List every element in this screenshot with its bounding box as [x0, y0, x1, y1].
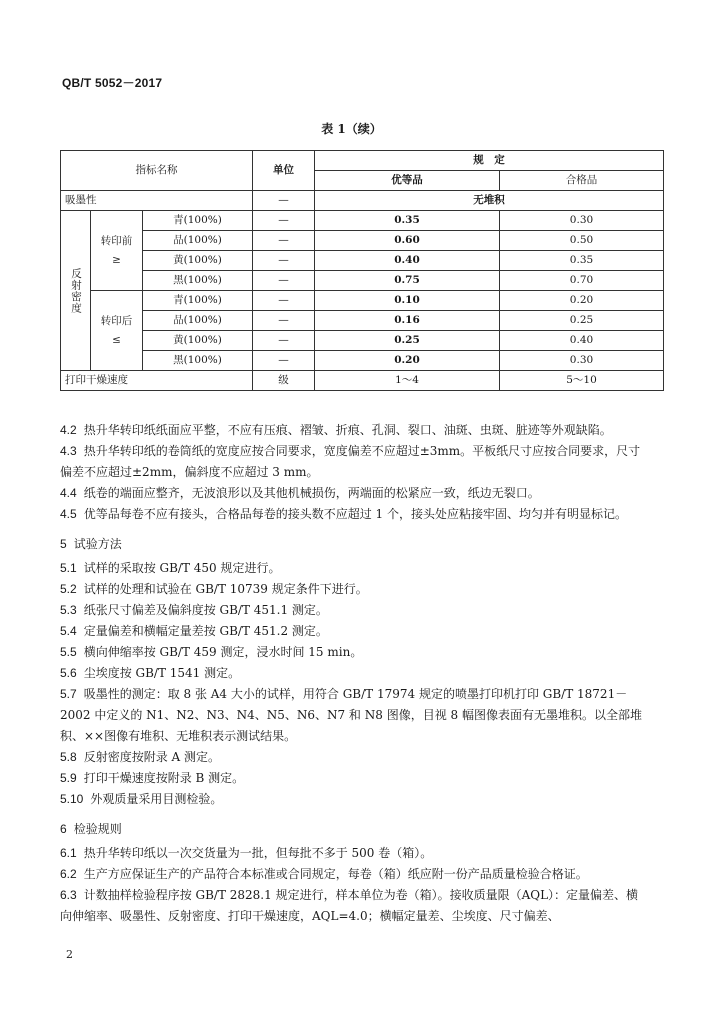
clause-number: 5.2 — [60, 582, 77, 596]
row-name: 吸墨性 — [61, 191, 253, 211]
row-qualified: 0.35 — [500, 251, 664, 271]
row-qualified: 0.50 — [500, 231, 664, 251]
row-unit: — — [253, 331, 315, 351]
section-5-heading — [60, 534, 650, 555]
row-unit: — — [253, 231, 315, 251]
row-unit: — — [253, 271, 315, 291]
row-superior: 0.16 — [315, 311, 500, 331]
clause-5-4 — [60, 621, 650, 642]
row-name: 打印干燥速度 — [61, 371, 253, 391]
table-row — [61, 371, 664, 391]
clause-text: 优等品每卷不应有接头，合格品每卷的接头数不应超过 1 个，接头处应粘接牢固、均匀并有明显标记。 — [83, 507, 627, 521]
row-superior: 0.60 — [315, 231, 500, 251]
row-color: 青(100%) — [143, 211, 253, 231]
section-title: 检验规则 — [73, 822, 122, 836]
clause-number: 6.1 — [60, 846, 77, 860]
row-superior: 0.40 — [315, 251, 500, 271]
row-unit: — — [253, 211, 315, 231]
clause-5-7 — [60, 684, 650, 747]
section-number: 6 — [60, 822, 67, 836]
row-unit: — — [253, 191, 315, 211]
table-row — [61, 311, 664, 331]
spec-table — [60, 150, 664, 391]
clause-text: 打印干燥速度按附录 B 测定。 — [83, 771, 245, 785]
row-color: 黄(100%) — [143, 251, 253, 271]
clause-text: 反射密度按附录 A 测定。 — [83, 750, 220, 764]
row-unit: — — [253, 251, 315, 271]
row-color: 品(100%) — [143, 231, 253, 251]
row-qualified: 0.70 — [500, 271, 664, 291]
header-superior: 优等品 — [315, 171, 500, 191]
clause-number: 6.2 — [60, 867, 77, 881]
clause-number: 5.1 — [60, 561, 77, 575]
clause-text: 生产方应保证生产的产品符合本标准或合同规定，每卷（箱）纸应附一份产品质量检验合格证。 — [83, 867, 588, 881]
clause-number: 5.5 — [60, 645, 77, 659]
table-row — [61, 271, 664, 291]
clause-5-1 — [60, 558, 650, 579]
clause-text: 热升华转印纸的卷筒纸的宽度应按合同要求，宽度偏差不应超过±3mm。平板纸尺寸应按合同要求，尺寸偏差不应超过±2mm，偏斜度不应超过 3 mm。 — [60, 444, 641, 479]
clause-number: 4.2 — [60, 423, 77, 437]
table-row — [61, 331, 664, 351]
row-unit: 级 — [253, 371, 315, 391]
clause-text: 外观质量采用目测检验。 — [90, 792, 223, 806]
document-code: QB/T 5052－2017 — [62, 76, 163, 90]
clause-4-5 — [60, 504, 650, 525]
clause-text: 热升华转印纸以一次交货量为一批，但每批不多于 500 卷（箱）。 — [83, 846, 433, 860]
clause-text: 纸张尺寸偏差及偏斜度按 GB/T 451.1 测定。 — [83, 603, 328, 617]
header-unit: 单位 — [253, 151, 315, 191]
clause-4-4 — [60, 483, 650, 504]
clause-number: 5.8 — [60, 750, 77, 764]
clause-4-3 — [60, 441, 650, 483]
clause-5-2 — [60, 579, 650, 600]
row-qualified: 0.30 — [500, 211, 664, 231]
table-row — [61, 211, 664, 231]
page-number: 2 — [66, 948, 73, 961]
after-transfer-label — [91, 291, 143, 371]
row-color: 黑(100%) — [143, 271, 253, 291]
clause-number: 5.7 — [60, 687, 77, 701]
row-color: 黄(100%) — [143, 331, 253, 351]
row-unit: — — [253, 311, 315, 331]
table-title: 表 1（续） — [321, 122, 382, 136]
gte-symbol: ≥ — [112, 253, 121, 266]
clause-5-9 — [60, 768, 650, 789]
clause-number: 4.4 — [60, 486, 77, 500]
clause-4-2 — [60, 420, 650, 441]
clause-text: 试样的采取按 GB/T 450 规定进行。 — [83, 561, 281, 575]
clause-number: 5.9 — [60, 771, 77, 785]
clause-text: 吸墨性的测定：取 8 张 A4 大小的试样，用符合 GB/T 17974 规定的喷墨打印机打印 GB/T 18721－2002 中定义的 N1、N2、N3、N4、N5、N6、N7 和 N8 图像，目视 8 幅图像表面有无墨堆积。以全部堆积、××图像有堆积、无堆积表示测试结果。 — [60, 687, 642, 743]
clause-5-3 — [60, 600, 650, 621]
section-6-heading — [60, 819, 650, 840]
row-color: 黑(100%) — [143, 351, 253, 371]
table-row — [61, 231, 664, 251]
clause-number: 5.3 — [60, 603, 77, 617]
header-qualified: 合格品 — [500, 171, 664, 191]
row-unit: — — [253, 351, 315, 371]
clause-6-2 — [60, 864, 650, 885]
row-color: 青(100%) — [143, 291, 253, 311]
clause-text: 横向伸缩率按 GB/T 459 测定，浸水时间 15 min。 — [83, 645, 363, 659]
clause-text: 热升华转印纸纸面应平整，不应有压痕、褶皱、折痕、孔洞、裂口、油斑、虫斑、脏迹等外观缺陷。 — [83, 423, 612, 437]
clause-number: 6.3 — [60, 888, 77, 902]
clause-5-6 — [60, 663, 650, 684]
before-transfer-label — [91, 211, 143, 291]
row-qualified: 0.40 — [500, 331, 664, 351]
clause-number: 5.6 — [60, 666, 77, 680]
clause-text: 定量偏差和横幅定量差按 GB/T 451.2 测定。 — [83, 624, 328, 638]
row-qualified: 0.20 — [500, 291, 664, 311]
row-superior: 0.25 — [315, 331, 500, 351]
row-color: 品(100%) — [143, 311, 253, 331]
header-indicator: 指标名称 — [61, 151, 253, 191]
clause-text: 尘埃度按 GB/T 1541 测定。 — [83, 666, 241, 680]
table-row — [61, 291, 664, 311]
row-superior: 0.35 — [315, 211, 500, 231]
table-header-row — [61, 151, 664, 171]
clause-text: 计数抽样检验程序按 GB/T 2828.1 规定进行，样本单位为卷（箱）。接收质量限（AQL）：定量偏差、横向伸缩率、吸墨性、反射密度、打印干燥速度，AQL=4.0；横幅定量差、尘埃度、尺寸偏差、 — [60, 888, 639, 923]
row-qualified: 0.25 — [500, 311, 664, 331]
clause-number: 4.5 — [60, 507, 77, 521]
clause-number: 5.4 — [60, 624, 77, 638]
clause-6-1 — [60, 843, 650, 864]
clause-text: 试样的处理和试验在 GB/T 10739 规定条件下进行。 — [83, 582, 368, 596]
clause-6-3 — [60, 885, 650, 927]
clause-number: 4.3 — [60, 444, 77, 458]
row-value: 无堆积 — [315, 191, 664, 211]
document-body — [60, 420, 650, 927]
before-transfer-text: 转印前 — [100, 234, 133, 247]
row-superior: 0.75 — [315, 271, 500, 291]
section-number: 5 — [60, 537, 67, 551]
row-qualified: 0.30 — [500, 351, 664, 371]
clause-5-10 — [60, 789, 650, 810]
row-superior: 0.20 — [315, 351, 500, 371]
table-row — [61, 351, 664, 371]
table-row — [61, 251, 664, 271]
reflect-density-text: 反射密度 — [70, 267, 82, 314]
row-qualified: 5～10 — [500, 371, 664, 391]
header-spec: 规 定 — [315, 151, 664, 171]
clause-text: 纸卷的端面应整齐，无波浪形以及其他机械损伤，两端面的松紧应一致，纸边无裂口。 — [83, 486, 540, 500]
lte-symbol: ≤ — [112, 333, 121, 346]
row-superior: 1～4 — [315, 371, 500, 391]
row-superior: 0.10 — [315, 291, 500, 311]
reflect-density-label — [61, 211, 91, 371]
clause-5-8 — [60, 747, 650, 768]
row-unit: — — [253, 291, 315, 311]
clause-number: 5.10 — [60, 792, 84, 806]
table-row — [61, 191, 664, 211]
clause-5-5 — [60, 642, 650, 663]
after-transfer-text: 转印后 — [100, 314, 133, 327]
section-title: 试验方法 — [73, 537, 122, 551]
